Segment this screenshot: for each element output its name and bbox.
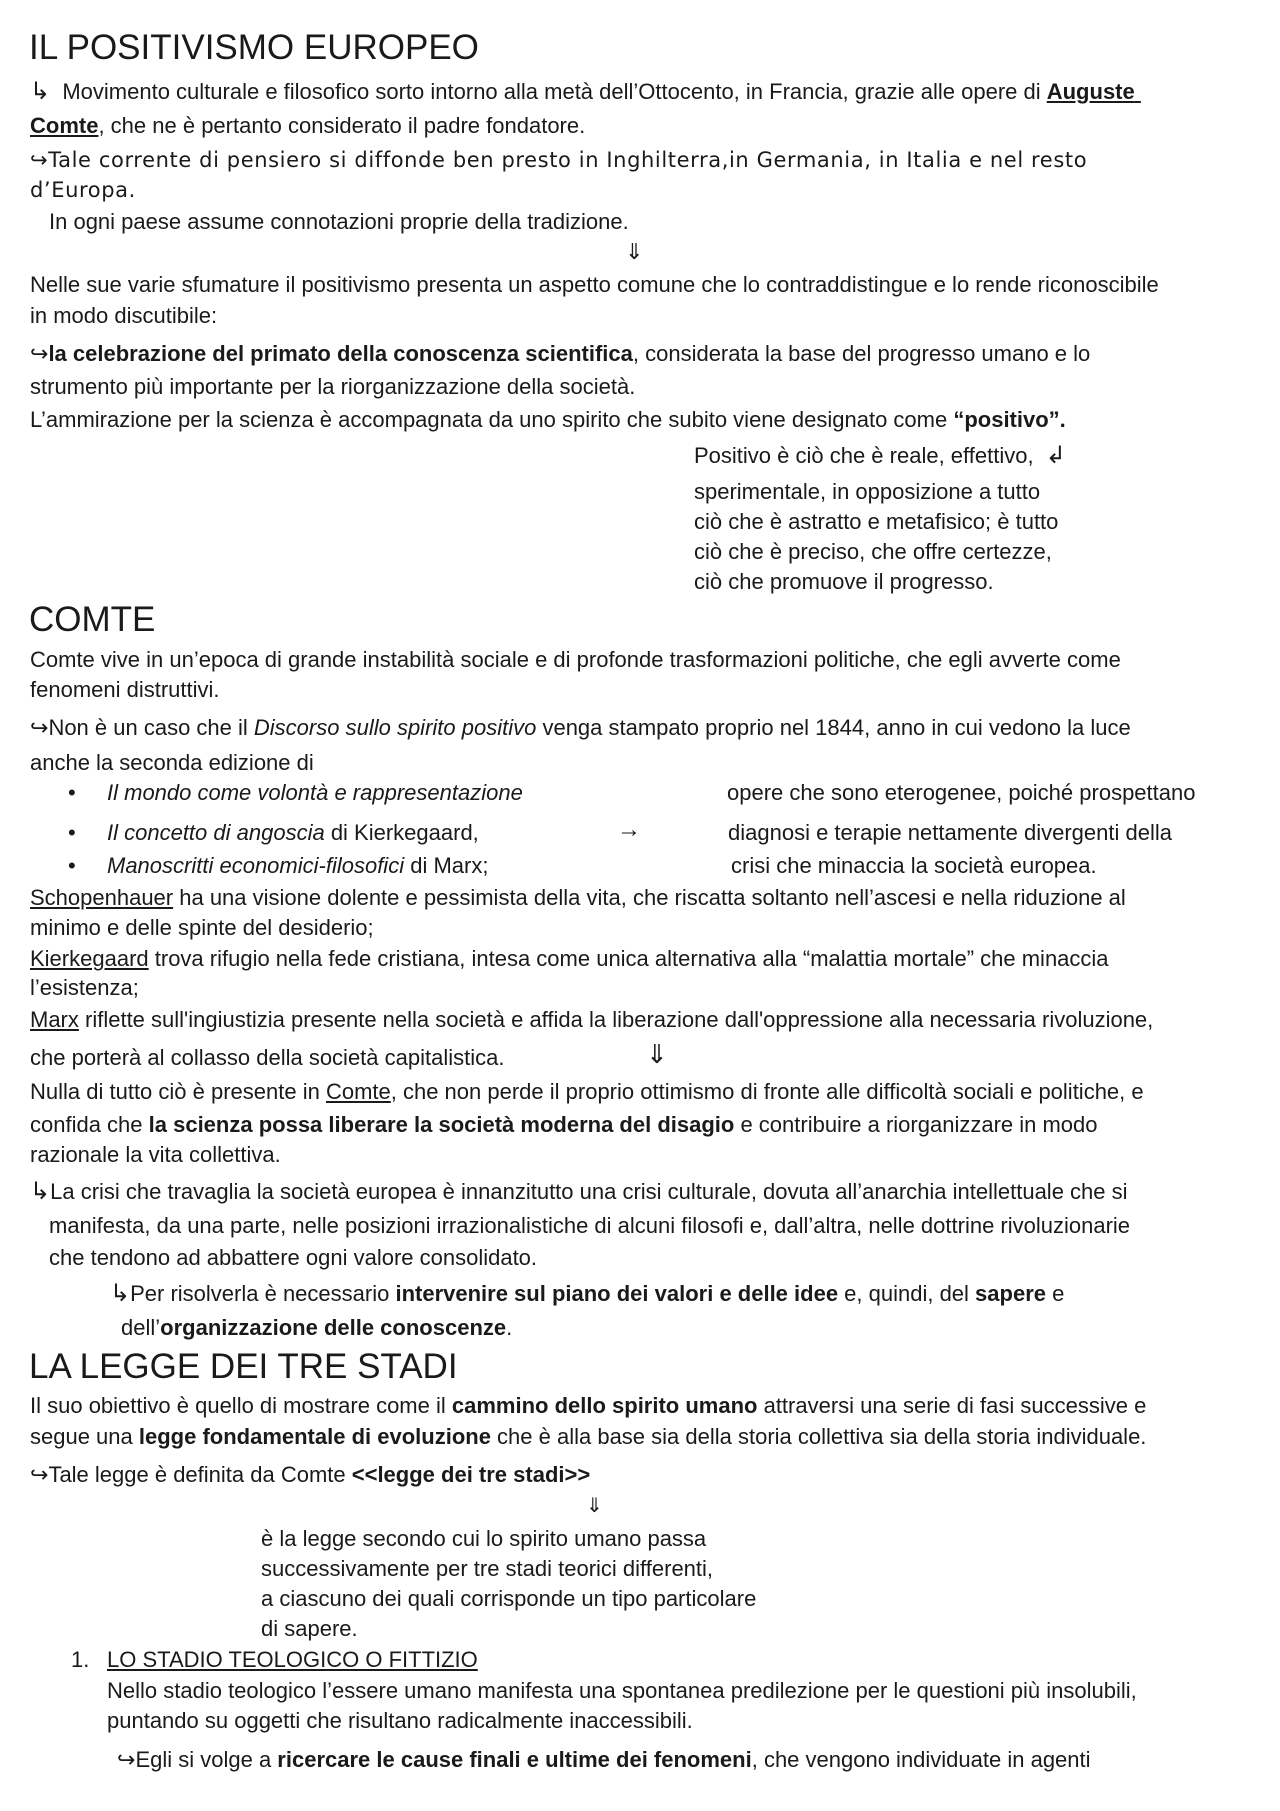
paragraph-schopenhauer-line2: minimo e delle spinte del desiderio; xyxy=(30,915,374,940)
paragraph-nulla-line2: confida che la scienza possa liberare la società moderna del disagio e contribuire a riorganizzare in modo xyxy=(30,1112,1098,1137)
paragraph-common-aspect-line1: Nelle sue varie sfumature il positivismo presenta un aspetto comune che lo contraddistingue e lo rende riconoscibile xyxy=(30,272,1159,297)
section-title-tre-stadi: LA LEGGE DEI TRE STADI xyxy=(29,1347,458,1386)
paragraph-risolverla-line2: dell’organizzazione delle conoscenze. xyxy=(121,1315,513,1340)
stadio-teologico-line1: Nello stadio teologico l’essere umano manifesta una spontanea predilezione per le questioni più insolubili, xyxy=(107,1678,1137,1703)
paragraph-discorso-line2: anche la seconda edizione di xyxy=(30,750,314,775)
paragraph-schopenhauer-line1: Schopenhauer ha una visione dolente e pessimista della vita, che riscatta soltanto nell’ascesi e nella riduzione al xyxy=(30,885,1126,910)
paragraph-obiettivo-line1: Il suo obiettivo è quello di mostrare come il cammino dello spirito umano attraversi una serie di fasi successive e xyxy=(30,1393,1147,1418)
opere-note-line2: diagnosi e terapie nettamente divergenti della xyxy=(728,820,1172,845)
paragraph-crisi-line2: manifesta, da una parte, nelle posizioni irrazionalistiche di alcuni filosofi e, dall’altra, nelle dottrine rivoluzionarie xyxy=(49,1213,1131,1238)
paragraph-cause-finali: ↪Egli si volge a ricercare le cause finali e ultime dei fenomeni, che vengono individuate in agenti xyxy=(117,1747,1091,1772)
paragraph-nulla-line3: razionale la vita collettiva. xyxy=(30,1142,281,1167)
stadio-teologico-title: LO STADIO TEOLOGICO O FITTIZIO xyxy=(107,1647,478,1672)
curve-arrow-icon: ↪ xyxy=(117,1747,136,1772)
legge-definition-line4: di sapere. xyxy=(261,1616,358,1641)
paragraph-marx-line1: Marx riflette sull'ingiustizia presente nella società e affida la liberazione dall'oppressione alla necessaria rivoluzione, xyxy=(30,1007,1154,1032)
name-schopenhauer: Schopenhauer xyxy=(30,885,174,910)
paragraph-common-aspect-line2: in modo discutibile: xyxy=(30,303,218,328)
opere-note-line3: crisi che minaccia la società europea. xyxy=(731,853,1097,878)
positivo-definition-line2: sperimentale, in opposizione a tutto xyxy=(694,479,1041,504)
bullet-icon: • xyxy=(68,853,76,878)
paragraph-epoch-line1: Comte vive in un’epoca di grande instabilità sociale e di profonde trasformazioni politiche, che egli avverte come xyxy=(30,647,1121,672)
paragraph-diffusion-line2: d’Europa. xyxy=(30,178,136,202)
name-kierkegaard: Kierkegaard xyxy=(30,946,149,971)
list-number: 1. xyxy=(71,1647,90,1672)
legge-definition-line3: a ciascuno dei quali corrisponde un tipo particolare xyxy=(261,1586,757,1611)
paragraph-epoch-line2: fenomeni distruttivi. xyxy=(30,677,220,702)
bullet-item-marx: Manoscritti economici-filosofici di Marx; xyxy=(107,853,489,878)
paragraph-celebration-line1: ↪la celebrazione del primato della conoscenza scientifica, considerata la base del progresso umano e lo xyxy=(30,341,1091,366)
paragraph-admiration: L’ammirazione per la scienza è accompagnata da uno spirito che subito viene designato come “positivo”. xyxy=(30,407,1066,432)
curve-arrow-icon: ↪ xyxy=(30,715,49,740)
paragraph-intro-line2: Comte, che ne è pertanto considerato il padre fondatore. xyxy=(30,113,586,138)
section-title-comte: COMTE xyxy=(29,600,156,639)
paragraph-discorso-line1: ↪Non è un caso che il Discorso sullo spirito positivo venga stampato proprio nel 1844, anno in cui vedono la luce xyxy=(30,715,1131,740)
paragraph-diffusion-line1: ↪Tale corrente di pensiero si diffonde ben presto in Inghilterra,in Germania, in Italia e nel resto xyxy=(30,148,1088,172)
legge-definition-line2: successivamente per tre stadi teorici differenti, xyxy=(261,1556,714,1581)
paragraph-tradition: In ogni paese assume connotazioni proprie della tradizione. xyxy=(49,209,629,234)
paragraph-nulla-line1: Nulla di tutto ciò è presente in Comte, che non perde il proprio ottimismo di fronte alle difficoltà sociali e politiche, e xyxy=(30,1079,1144,1104)
paragraph-kierkegaard-line1: Kierkegaard trova rifugio nella fede cristiana, intesa come unica alternativa alla “malattia mortale” che minaccia xyxy=(30,946,1109,971)
section-title-positivismo: IL POSITIVISMO EUROPEO xyxy=(29,28,479,67)
curve-arrow-icon: ↪ xyxy=(30,148,49,172)
double-down-arrow-icon: ⇓ xyxy=(586,1495,603,1517)
opere-note-line1: opere che sono eterogenee, poiché prospettano xyxy=(727,780,1196,805)
bullet-item-kierkegaard: Il concetto di angoscia di Kierkegaard, xyxy=(107,820,479,845)
author-name-auguste: Auguste xyxy=(1046,79,1135,104)
legge-definition-line1: è la legge secondo cui lo spirito umano passa xyxy=(261,1526,707,1551)
bullet-item-schopenhauer: Il mondo come volontà e rappresentazione xyxy=(107,780,523,805)
hook-arrow-icon: ↳ xyxy=(30,1178,51,1205)
curve-arrow-icon: ↪ xyxy=(30,341,49,366)
name-marx: Marx xyxy=(30,1007,79,1032)
paragraph-intro-line1: ↳ Movimento culturale e filosofico sorto intorno alla metà dell’Ottocento, in Francia, grazie alle opere di Auguste xyxy=(30,78,1135,105)
positivo-definition-line4: ciò che è preciso, che offre certezze, xyxy=(694,539,1052,564)
paragraph-obiettivo-line2: segue una legge fondamentale di evoluzione che è alla base sia della storia collettiva sia della storia individuale. xyxy=(30,1424,1147,1449)
name-comte: Comte xyxy=(325,1079,391,1104)
bullet-icon: • xyxy=(68,820,76,845)
hook-arrow-icon: ↳ xyxy=(30,78,51,105)
paragraph-crisi-line1: ↳La crisi che travaglia la società europea è innanzitutto una crisi culturale, dovuta all’anarchia intellettuale che si xyxy=(30,1178,1128,1205)
curve-arrow-icon: ↪ xyxy=(30,1462,49,1487)
bullet-icon: • xyxy=(68,780,76,805)
positivo-definition-line5: ciò che promuove il progresso. xyxy=(694,569,994,594)
positivo-definition-line3: ciò che è astratto e metafisico; è tutto xyxy=(694,509,1059,534)
double-down-arrow-icon: ⇓ xyxy=(625,239,644,264)
paragraph-kierkegaard-line2: l’esistenza; xyxy=(30,975,139,1000)
paragraph-marx-line2: che porterà al collasso della società capitalistica. xyxy=(30,1045,505,1070)
positivo-definition-line1: Positivo è ciò che è reale, effettivo, ↲ xyxy=(694,442,1066,469)
return-arrow-icon: ↲ xyxy=(1045,442,1066,469)
paragraph-crisi-line3: che tendono ad abbattere ogni valore consolidato. xyxy=(49,1245,538,1270)
double-down-arrow-icon: ⇓ xyxy=(646,1039,668,1069)
paragraph-celebration-line2: strumento più importante per la riorganizzazione della società. xyxy=(30,374,636,399)
author-name-comte: Comte xyxy=(30,113,99,138)
stadio-teologico-line2: puntando su oggetti che risultano radicalmente inaccessibili. xyxy=(107,1708,693,1733)
right-arrow-icon: → xyxy=(617,816,641,843)
hook-arrow-icon: ↳ xyxy=(110,1280,131,1307)
paragraph-legge-definita: ↪Tale legge è definita da Comte <<legge dei tre stadi>> xyxy=(30,1462,591,1487)
paragraph-risolverla-line1: ↳Per risolverla è necessario intervenire sul piano dei valori e delle idee e, quindi, del sapere e xyxy=(110,1280,1065,1307)
